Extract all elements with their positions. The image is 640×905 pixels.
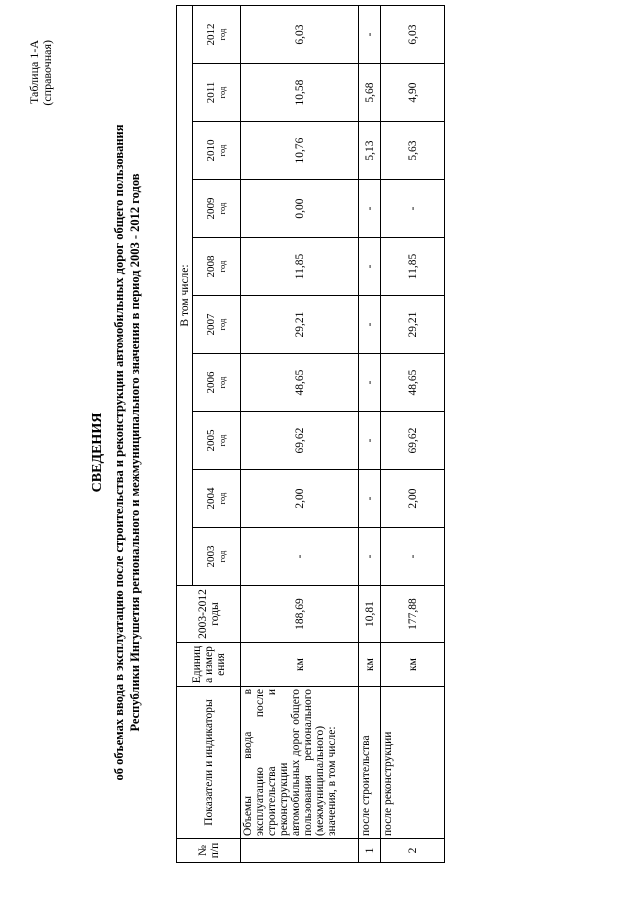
row-value-2009: 0,00: [241, 180, 359, 238]
header-year-2007: [193, 296, 241, 354]
row-value-2012: 6,03: [241, 6, 359, 64]
table-caption: [28, 40, 54, 106]
document-subtitle-line1: об объемах ввода в эксплуатацию после строительства и реконструкции автомобильных дорог общего пользования: [112, 124, 126, 781]
year-value: 2003: [204, 545, 217, 568]
row-value-2010: 5,63: [381, 122, 445, 180]
year-value: 2008: [204, 255, 217, 278]
year-value: 2009: [204, 197, 217, 220]
row-value-2011: 10,58: [241, 64, 359, 122]
row-value-2008: 11,85: [241, 238, 359, 296]
header-including: В том числе:: [177, 6, 193, 586]
row-indicator: после строительства: [359, 687, 381, 839]
header-indicator: Показатели и индикаторы: [177, 687, 241, 839]
year-value: 2007: [204, 313, 217, 336]
year-value: 2006: [204, 371, 217, 394]
data-table: [176, 5, 445, 863]
caption-table-number: Таблица 1-А: [27, 40, 41, 104]
row-value-2006: -: [359, 354, 381, 412]
row-value-2004: -: [359, 470, 381, 528]
year-word: год: [216, 28, 227, 41]
year-word: год: [216, 202, 227, 215]
year-value: 2011: [204, 81, 217, 104]
row-value-2011: 5,68: [359, 64, 381, 122]
header-year-2012: [193, 6, 241, 64]
row-value-2004: 2,00: [241, 470, 359, 528]
table-row: [241, 6, 359, 863]
header-year-2009: [193, 180, 241, 238]
row-value-2005: 69,62: [381, 412, 445, 470]
row-unit: км: [359, 643, 381, 687]
header-year-2011: [193, 64, 241, 122]
year-word: год: [216, 550, 227, 563]
year-word: год: [216, 260, 227, 273]
row-value-2003: -: [359, 528, 381, 586]
header-year-2006: [193, 354, 241, 412]
row-num: [241, 839, 359, 863]
row-indicator: после реконструкции: [381, 687, 445, 839]
row-value-2012: 6,03: [381, 6, 445, 64]
row-value-2007: -: [359, 296, 381, 354]
row-value-2003: -: [381, 528, 445, 586]
row-value-2010: 5,13: [359, 122, 381, 180]
header-unit: Единица измерения: [177, 643, 241, 687]
row-indicator: Объемы ввода в эксплуатацию после строительства и реконструкции автомобильных дорог общего пользования регионального (межмуниципального) значения, в том числе:: [241, 687, 359, 839]
row-total: 10,81: [359, 586, 381, 643]
header-year-2008: [193, 238, 241, 296]
year-word: год: [216, 434, 227, 447]
year-value: 2005: [204, 429, 217, 452]
row-value-2006: 48,65: [381, 354, 445, 412]
year-word: год: [216, 144, 227, 157]
row-value-2004: 2,00: [381, 470, 445, 528]
header-num: № п/п: [177, 839, 241, 863]
header-row-1: [177, 6, 193, 863]
row-unit: км: [241, 643, 359, 687]
row-value-2012: -: [359, 6, 381, 64]
row-value-2011: 4,90: [381, 64, 445, 122]
row-value-2010: 10,76: [241, 122, 359, 180]
table-row: [381, 6, 445, 863]
row-value-2007: 29,21: [381, 296, 445, 354]
row-value-2009: -: [359, 180, 381, 238]
table-row: [359, 6, 381, 863]
year-word: год: [216, 86, 227, 99]
row-unit: км: [381, 643, 445, 687]
row-total: 188,69: [241, 586, 359, 643]
document-subtitle-line2: Республики Ингушетия регионального и межмуниципального значения в период 2003 - 2012 годов: [128, 173, 142, 732]
year-word: год: [216, 318, 227, 331]
row-num: 2: [381, 839, 445, 863]
row-value-2008: 11,85: [381, 238, 445, 296]
header-year-2004: [193, 470, 241, 528]
header-year-2005: [193, 412, 241, 470]
row-value-2003: -: [241, 528, 359, 586]
year-value: 2004: [204, 487, 217, 510]
row-value-2009: -: [381, 180, 445, 238]
caption-reference-note: (справочная): [40, 40, 54, 106]
year-word: год: [216, 492, 227, 505]
row-value-2007: 29,21: [241, 296, 359, 354]
row-total: 177,88: [381, 586, 445, 643]
year-value: 2010: [204, 139, 217, 162]
row-value-2005: -: [359, 412, 381, 470]
year-value: 2012: [204, 23, 217, 46]
row-value-2006: 48,65: [241, 354, 359, 412]
row-num: 1: [359, 839, 381, 863]
header-year-2010: [193, 122, 241, 180]
document-title: СВЕДЕНИЯ: [90, 412, 105, 493]
year-word: год: [216, 376, 227, 389]
header-year-2003: [193, 528, 241, 586]
header-total: 2003-2012 годы: [177, 586, 241, 643]
row-value-2008: -: [359, 238, 381, 296]
row-value-2005: 69,62: [241, 412, 359, 470]
